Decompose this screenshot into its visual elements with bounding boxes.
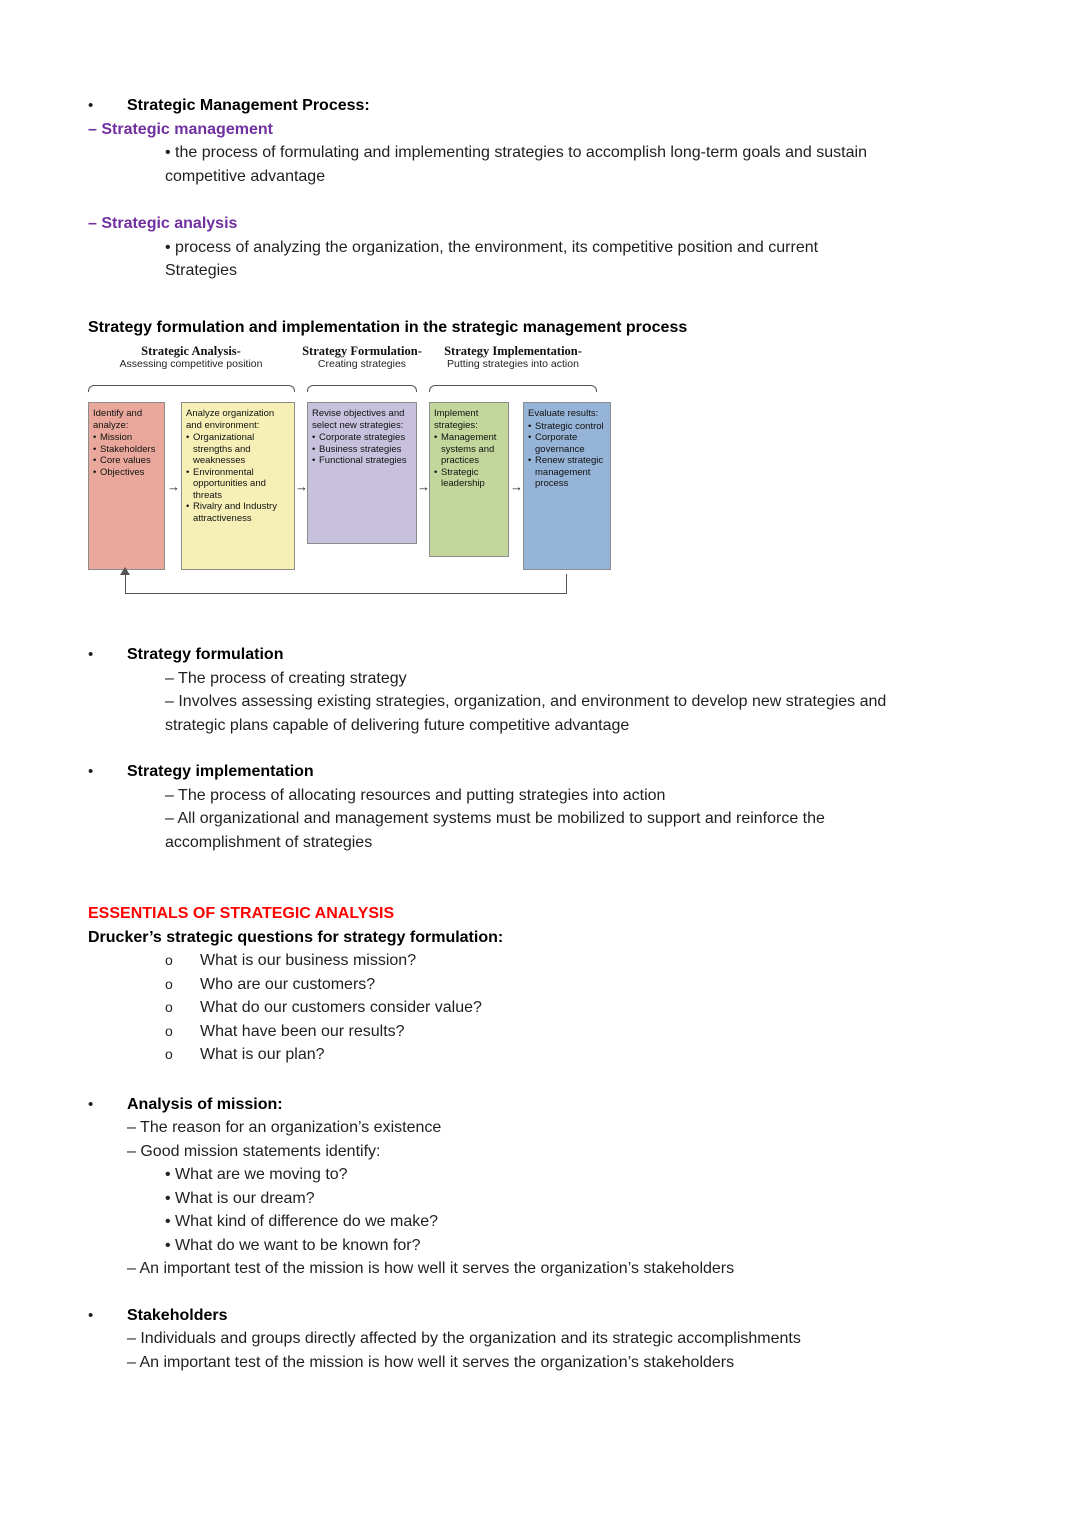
diagram-box-item <box>434 467 505 490</box>
section-title-strategy-formulation: Strategy formulation <box>127 646 284 663</box>
diagram-box-item <box>528 455 607 490</box>
question-item <box>165 1043 990 1067</box>
feedback-arrow-line <box>125 574 567 594</box>
flow-arrow-icon: → <box>295 479 308 494</box>
bullet-icon: • <box>186 432 190 443</box>
diagram-box-item-text: Strategic leadership <box>441 466 485 489</box>
bullet-icon: • <box>93 466 97 478</box>
diagram-box-item-text: Corporate governance <box>535 432 585 455</box>
mission-bullet-line: • What do we want to be known for? <box>165 1236 421 1254</box>
bullet-icon: • <box>312 455 316 466</box>
bullet-icon: • <box>434 432 438 443</box>
definition-line: – Individuals and groups directly affected by the organization and its strategic accomplishments <box>127 1330 801 1347</box>
definition-line: – Good mission statements identify: <box>127 1142 381 1160</box>
diagram-box-evaluate-results <box>523 402 611 570</box>
bullet-icon: • <box>528 420 532 432</box>
flow-arrow-icon: → <box>167 479 180 494</box>
mission-bullet-line: • What kind of difference do we make? <box>165 1213 439 1230</box>
diagram-box-item <box>312 444 413 456</box>
diagram-box-implement-strategies <box>429 402 509 557</box>
diagram-box-title: Analyze organization and environment: <box>186 408 275 431</box>
diagram-box-item-text: Mission <box>100 432 133 443</box>
diagram-box-item <box>93 444 161 456</box>
bullet-icon: • <box>93 443 97 455</box>
mission-bullet-line: • What is our dream? <box>165 1189 315 1207</box>
diagram-box-identify-analyze <box>88 402 165 570</box>
diagram-box-item-text: Core values <box>100 455 151 466</box>
question-text: What is our plan? <box>200 1046 325 1063</box>
bullet-icon: • <box>186 501 190 512</box>
bullet-icon: • <box>88 97 94 114</box>
bullet-icon: • <box>88 646 94 663</box>
diagram-column-header <box>433 344 593 370</box>
circle-bullet-icon: o <box>165 1046 173 1062</box>
section-title-strategic-management-process: Strategic Management Process: <box>127 97 370 114</box>
question-text: What is our business mission? <box>200 952 417 969</box>
diagram-box-item <box>186 432 291 467</box>
diagram-box-item <box>93 455 161 467</box>
diagram-box-item <box>93 432 161 444</box>
bullet-icon: • <box>88 1095 94 1113</box>
definition-line: • process of analyzing the organization, the environment, its competitive position and current <box>165 238 819 256</box>
circle-bullet-icon: o <box>165 975 173 992</box>
circle-bullet-icon: o <box>165 952 173 968</box>
bullet-icon: • <box>312 432 316 443</box>
definition-line: Strategies <box>165 262 238 279</box>
diagram-column-header <box>282 344 442 370</box>
mission-bullet-line: • What are we moving to? <box>165 1166 348 1183</box>
diagram-column-title: Strategy Implementation- <box>444 344 582 358</box>
definition-line: – An important test of the mission is how well it serves the organization’s stakeholders <box>127 1353 735 1371</box>
question-item <box>165 973 990 997</box>
diagram-box-item-text: Organizational strengths and weaknesses <box>193 432 255 466</box>
diagram-box-item-text: Objectives <box>100 466 145 478</box>
diagram-box-item-text: Corporate strategies <box>319 432 406 443</box>
diagram-column-subtitle: Putting strategies into action <box>447 358 579 370</box>
diagram-column-title: Strategy Formulation- <box>302 344 422 358</box>
list-item-stakeholders <box>88 1304 990 1328</box>
heading-drucker-questions: Drucker’s strategic questions for strategy formulation: <box>88 928 504 946</box>
diagram-box-item-text: Business strategies <box>319 443 402 455</box>
diagram-brace <box>307 385 417 392</box>
list-item-strategy-implementation <box>88 760 990 784</box>
question-item <box>165 1020 990 1044</box>
bullet-icon: • <box>528 432 532 443</box>
list-item-analysis-of-mission <box>88 1093 990 1117</box>
definition-line: – The process of allocating resources and putting strategies into action <box>165 786 666 804</box>
bullet-icon: • <box>93 432 97 443</box>
bullet-icon: • <box>528 455 532 466</box>
diagram-box-title: Identify and analyze: <box>93 408 143 431</box>
question-text: What have been our results? <box>200 1022 405 1040</box>
definition-line: – An important test of the mission is how well it serves the organization’s stakeholders <box>127 1260 735 1277</box>
definition-line: – The process of creating strategy <box>165 669 407 687</box>
diagram-box-title: Revise objectives and select new strategies: <box>312 408 405 431</box>
diagram-column-subtitle: Creating strategies <box>317 358 407 370</box>
diagram-box-item-text: Rivalry and Industry attractiveness <box>193 501 277 524</box>
section-title-analysis-of-mission: Analysis of mission: <box>127 1095 283 1113</box>
circle-bullet-icon: o <box>165 999 173 1015</box>
diagram-box-item <box>186 467 291 502</box>
diagram-brace <box>88 385 295 392</box>
diagram-box-item-text: Functional strategies <box>319 455 407 466</box>
diagram-brace <box>429 385 597 392</box>
diagram-box-analyze-organization <box>181 402 295 570</box>
question-text: Who are our customers? <box>200 975 376 993</box>
definition-line: competitive advantage <box>165 167 326 185</box>
circle-bullet-icon: o <box>165 1022 173 1039</box>
diagram-column-subtitle: Assessing competitive position <box>119 358 263 370</box>
diagram-column-title: Strategic Analysis- <box>141 344 241 358</box>
diagram-box-item <box>528 432 607 455</box>
bullet-icon: • <box>186 466 190 478</box>
list-item-strategy-formulation <box>88 643 990 667</box>
definition-line: • the process of formulating and implementing strategies to accomplish long-term goals and sustain <box>165 144 867 161</box>
diagram-box-item <box>312 432 413 444</box>
diagram-box-item <box>312 455 413 467</box>
heading-strategic-analysis: – Strategic analysis <box>88 215 238 232</box>
diagram-box-title: Implement strategies: <box>434 408 479 431</box>
definition-line: – All organizational and management systems must be mobilized to support and reinforce the <box>165 810 825 827</box>
section-title-strategy-implementation: Strategy implementation <box>127 763 314 780</box>
strategy-process-diagram <box>88 344 613 604</box>
definition-line: accomplishment of strategies <box>165 833 373 851</box>
bullet-icon: • <box>312 443 316 455</box>
question-item <box>165 996 990 1020</box>
diagram-box-item <box>528 421 607 433</box>
diagram-box-item-text: Renew strategic management process <box>535 455 604 489</box>
bullet-icon: • <box>88 763 94 780</box>
diagram-box-revise-objectives <box>307 402 417 544</box>
diagram-box-item <box>186 501 291 524</box>
heading-strategic-management: – Strategic management <box>88 120 273 138</box>
question-item <box>165 949 990 973</box>
diagram-column-header <box>111 344 271 370</box>
diagram-box-item <box>93 467 161 479</box>
definition-line: – The reason for an organization’s existence <box>127 1119 442 1136</box>
diagram-box-item-text: Management systems and practices <box>441 432 497 466</box>
heading-essentials: ESSENTIALS OF STRATEGIC ANALYSIS <box>88 905 395 922</box>
diagram-box-title: Evaluate results: <box>528 408 599 419</box>
figure-heading: Strategy formulation and implementation in the strategic management process <box>88 318 688 336</box>
flow-arrow-icon: → <box>417 479 430 494</box>
bullet-icon: • <box>88 1306 94 1324</box>
bullet-icon: • <box>93 455 97 466</box>
flow-arrow-icon: → <box>510 479 523 494</box>
diagram-box-item-text: Strategic control <box>535 420 604 432</box>
question-text: What do our customers consider value? <box>200 999 482 1016</box>
diagram-box-item-text: Environmental opportunities and threats <box>193 466 266 501</box>
bullet-icon: • <box>434 466 438 478</box>
section-title-stakeholders: Stakeholders <box>127 1306 228 1324</box>
diagram-box-item <box>434 432 505 467</box>
diagram-box-item-text: Stakeholders <box>100 443 156 455</box>
definition-line: – Involves assessing existing strategies, organization, and environment to develop new strategies and <box>165 693 887 710</box>
list-item-strategic-management-process <box>88 94 990 118</box>
definition-line: strategic plans capable of delivering future competitive advantage <box>165 716 630 734</box>
feedback-arrowhead-icon <box>120 567 130 575</box>
